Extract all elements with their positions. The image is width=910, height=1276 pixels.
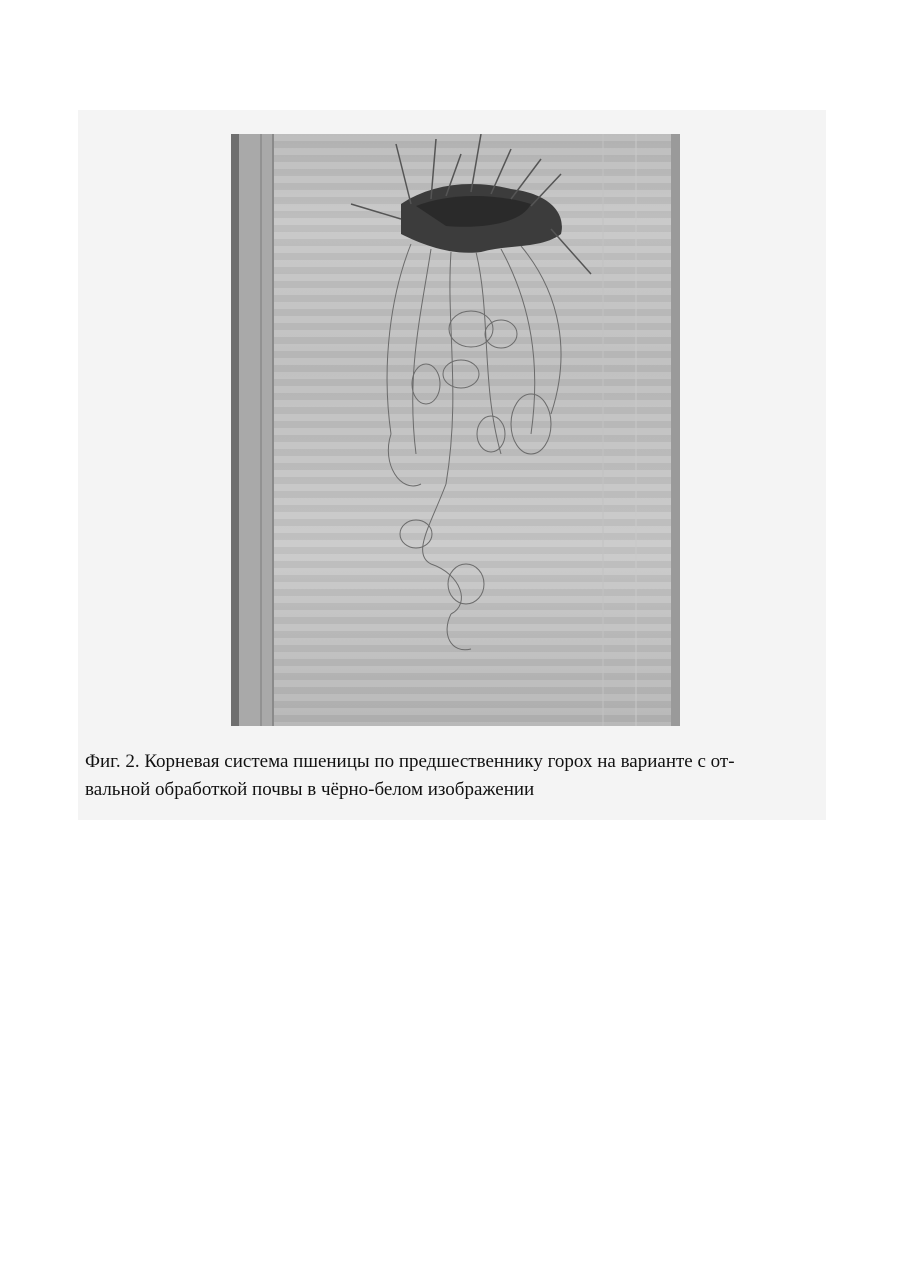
figure-caption — [85, 748, 825, 804]
caption-line-2: вальной обработкой почвы в чёрно-белом изображении — [85, 779, 535, 800]
caption-line-1: Фиг. 2. Корневая система пшеницы по предшественнику горох на варианте с от- — [85, 751, 735, 772]
root-system-image — [231, 134, 680, 726]
root-system-photo — [231, 134, 680, 726]
